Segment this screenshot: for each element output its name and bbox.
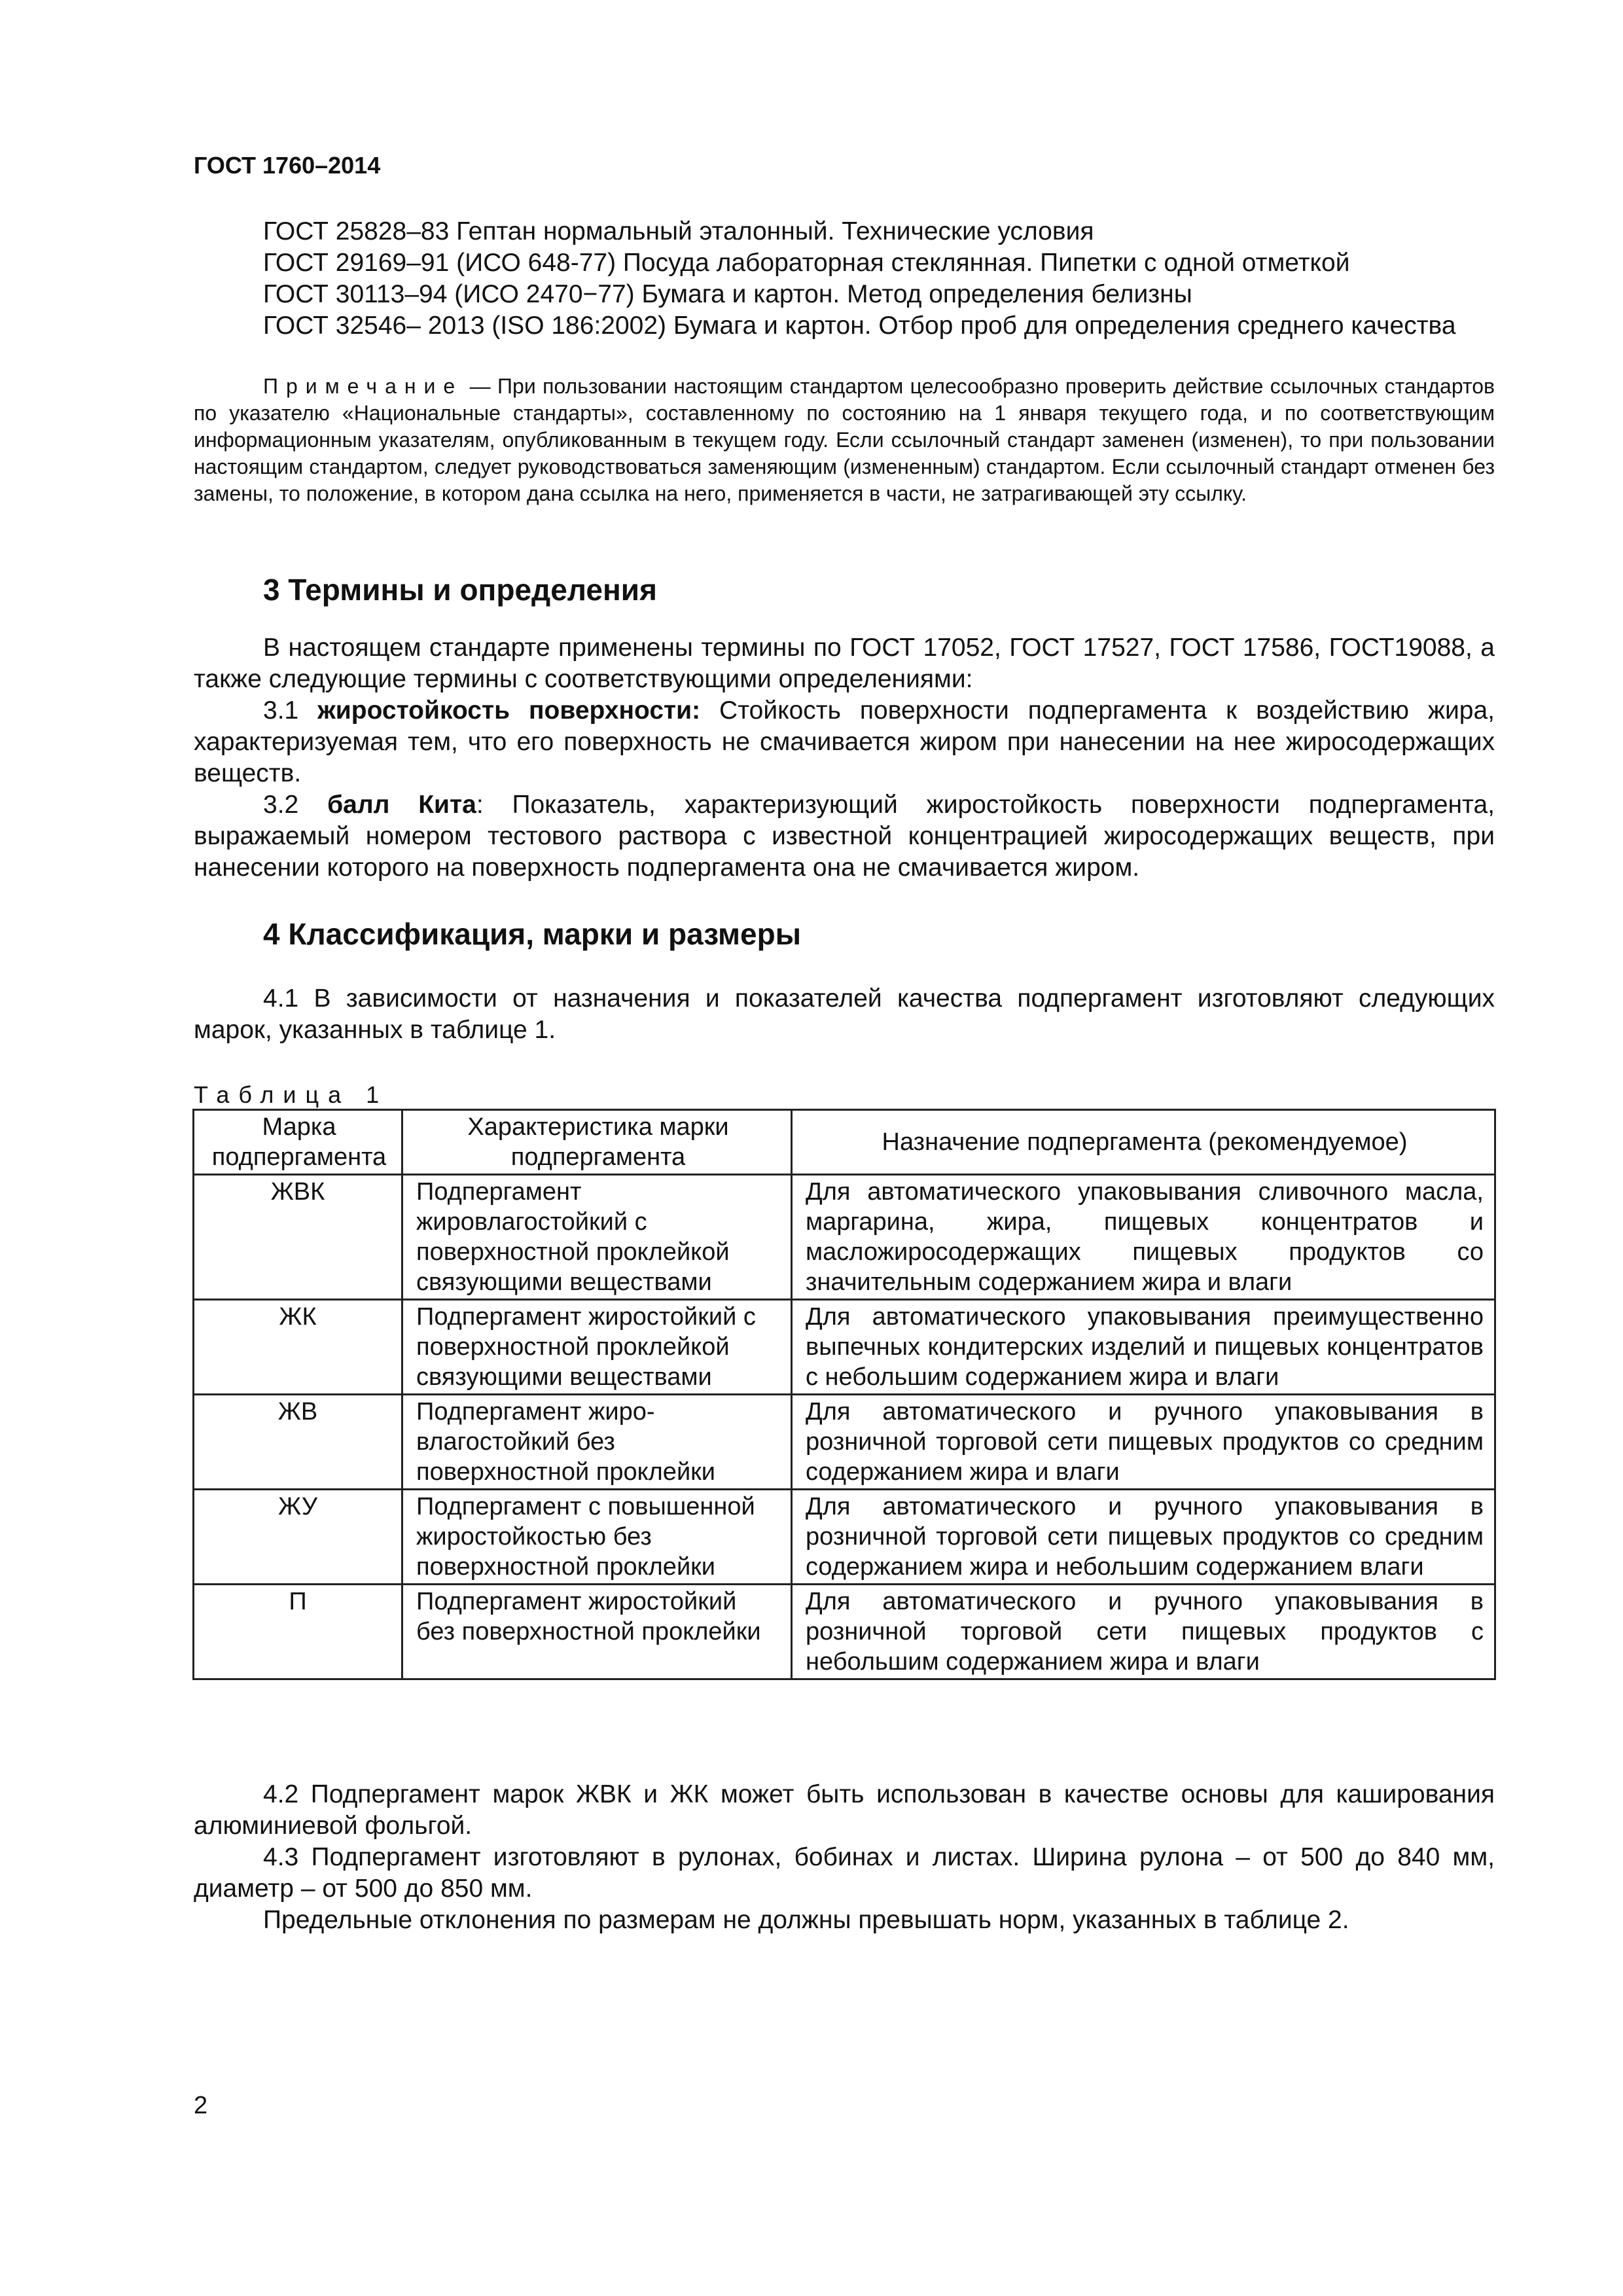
term-3-2 [194, 789, 1495, 884]
column-header: Марка подпергамента [194, 1110, 402, 1175]
page-number: 2 [194, 2092, 208, 2119]
table-row [194, 1490, 1495, 1585]
characteristic-cell: Подпергамент жиростойкий без поверхностной проклейки [402, 1585, 792, 1679]
note-paragraph [194, 373, 1495, 507]
reference-item: ГОСТ 30113–94 (ИСО 2470−77) Бумага и картон. Метод определения белизны [263, 280, 1192, 308]
paragraph-4-2: 4.2 Подпергамент марок ЖВК и ЖК может быть использован в качестве основы для каширования алюминиевой фольгой. [194, 1780, 1495, 1840]
section-3-title: 3 Термины и определения [263, 573, 657, 607]
purpose-cell: Для автоматического упаковывания преимущественно выпечных кондитерских изделий и пищевых концентратов с небольшим содержанием жира и влаги [792, 1300, 1495, 1395]
grade-cell: ЖК [194, 1300, 402, 1395]
grades-table [192, 1109, 1496, 1680]
reference-list [194, 216, 1495, 342]
grade-cell: ЖВК [194, 1175, 402, 1300]
purpose-cell: Для автоматического упаковывания сливочного масла, маргарина, жира, пищевых концентратов и масложиросодержащих пищевых продуктов со значительным содержанием жира и влаги [792, 1175, 1495, 1300]
section-4-title: 4 Классификация, марки и размеры [263, 917, 801, 951]
note-label: Примечание [263, 374, 463, 398]
table-caption: Таблица 1 [194, 1081, 389, 1108]
paragraph-4-3: 4.3 Подпергамент изготовляют в рулонах, бобинах и листах. Ширина рулона – от 500 до 840 мм, диаметр – от 500 до 850 мм. [194, 1843, 1495, 1903]
table-row [194, 1175, 1495, 1300]
note-text: — При пользовании настоящим стандартом целесообразно проверить действие ссылочных стандартов по указателю «Национальные стандарты», составленному по состоянию на 1 января текущего года, и по соответствующим информационным указателям, опубликованным в текущем году. Если ссылочный стандарт заменен (изменен), то при пользовании настоящим стандартом, следует руководствоваться заменяющим (измененным) стандартом. Если ссылочный стандарт отменен без замены, то положение, в котором дана ссылка на него, применяется в части, не затрагивающей эту ссылку. [194, 374, 1495, 505]
purpose-cell: Для автоматического и ручного упаковывания в розничной торговой сети пищевых продуктов со средним содержанием жира и влаги [792, 1395, 1495, 1490]
purpose-cell: Для автоматического и ручного упаковывания в розничной торговой сети пищевых продуктов со средним содержанием жира и небольшим содержанием влаги [792, 1490, 1495, 1585]
table-row [194, 1300, 1495, 1395]
grade-cell: П [194, 1585, 402, 1679]
table-header-row [194, 1110, 1495, 1175]
reference-item: ГОСТ 25828–83 Гептан нормальный эталонный. Технические условия [263, 217, 1094, 245]
table-row [194, 1585, 1495, 1679]
paragraph-limits: Предельные отклонения по размерам не должны превышать норм, указанных в таблице 2. [263, 1906, 1349, 1934]
characteristic-cell: Подпергамент жировлагостойкий с поверхностной проклейкой связующими веществами [402, 1175, 792, 1300]
term-3-1 [194, 695, 1495, 789]
document-header: ГОСТ 1760–2014 [194, 152, 381, 179]
column-header: Назначение подпергамента (рекомендуемое) [792, 1110, 1495, 1175]
grade-cell: ЖУ [194, 1490, 402, 1585]
table-row [194, 1395, 1495, 1490]
reference-item: ГОСТ 32546– 2013 (ISO 186:2002) Бумага и картон. Отбор проб для определения среднего качества [263, 312, 1456, 340]
purpose-cell: Для автоматического и ручного упаковывания в розничной торговой сети пищевых продуктов с небольшим содержанием жира и влаги [792, 1585, 1495, 1679]
characteristic-cell: Подпергамент жиро-влагостойкий без поверхностной проклейки [402, 1395, 792, 1490]
term-number: 3.2 [263, 791, 328, 819]
term-definition: : Показатель, характеризующий жиростойкость поверхности подпергамента, выражаемый номером тестового раствора с известной концентрацией жиросодержащих веществ, при нанесении которого на поверхность подпергамента она не смачивается жиром. [194, 791, 1495, 882]
paragraph-4-1: 4.1 В зависимости от назначения и показателей качества подпергамент изготовляют следующих марок, указанных в таблице 1. [194, 984, 1495, 1044]
characteristic-cell: Подпергамент с повышенной жиростойкостью без поверхностной проклейки [402, 1490, 792, 1585]
column-header: Характеристика марки подпергамента [402, 1110, 792, 1175]
reference-item: ГОСТ 29169–91 (ИСО 648-77) Посуда лабораторная стеклянная. Пипетки с одной отметкой [263, 249, 1350, 277]
term-number: 3.1 [263, 696, 318, 725]
grade-cell: ЖВ [194, 1395, 402, 1490]
term-name: балл Кита [327, 791, 476, 819]
section-3-intro: В настоящем стандарте применены термины по ГОСТ 17052, ГОСТ 17527, ГОСТ 17586, ГОСТ19088, а также следующие термины с соответствующими определениями: [194, 634, 1495, 693]
characteristic-cell: Подпергамент жиростойкий с поверхностной проклейкой связующими веществами [402, 1300, 792, 1395]
term-name: жиростойкость поверхности: [317, 696, 701, 725]
term-definition: Стойкость поверхности подпергамента к воздействию жира, характеризуемая тем, что его поверхность не смачивается жиром при нанесении на нее жиросодержащих веществ. [194, 696, 1495, 787]
